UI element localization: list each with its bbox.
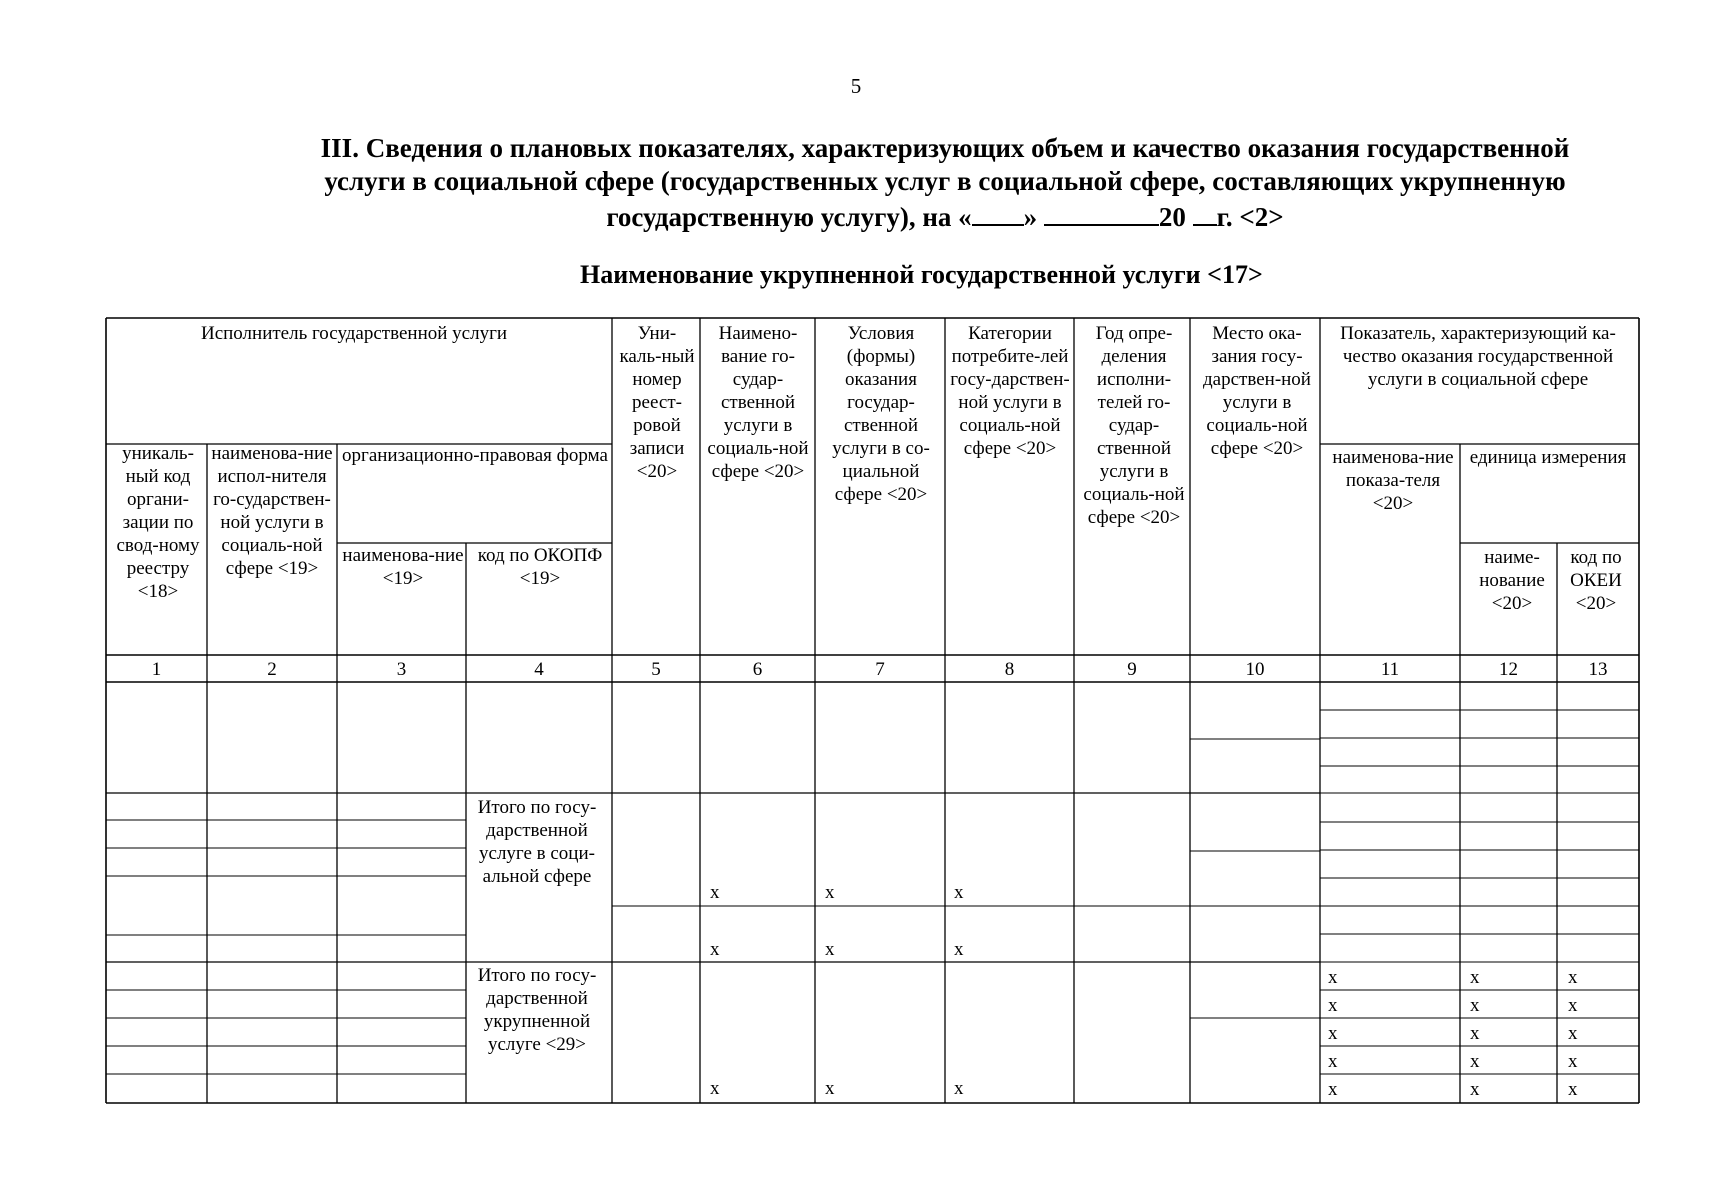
header-unit: единица измерения — [1469, 447, 1627, 468]
not-applicable-mark: x — [1568, 995, 1578, 1016]
title-line-1: III. Сведения о плановых показателях, характеризующих объем и качество оказания государственной — [320, 133, 1570, 163]
not-applicable-mark: x — [1328, 1023, 1338, 1044]
not-applicable-mark: x — [825, 1078, 835, 1099]
title-line-3-end: г. <2> — [1216, 202, 1284, 232]
column-number-6: 6 — [752, 659, 763, 680]
column-number-1: 1 — [151, 659, 162, 680]
not-applicable-mark: x — [710, 882, 720, 903]
not-applicable-mark: x — [954, 939, 964, 960]
not-applicable-mark: x — [1328, 1051, 1338, 1072]
not-applicable-mark: x — [825, 882, 835, 903]
title-year-prefix: 20 — [1158, 202, 1186, 232]
not-applicable-mark: x — [1328, 995, 1338, 1016]
not-applicable-mark: x — [1470, 1051, 1480, 1072]
column-number-7: 7 — [875, 659, 885, 680]
not-applicable-mark: x — [1328, 967, 1338, 988]
not-applicable-mark: x — [710, 939, 720, 960]
column-number-5: 5 — [651, 659, 661, 680]
not-applicable-mark: x — [1470, 1023, 1480, 1044]
header-consumer-categories: Категории потребите-лей госу-дарствен-ной услуги в социаль-ной сфере <20> — [950, 323, 1070, 459]
header-service-name: Наимено-вание го-судар-ственной услуги в социаль-ной сфере <20> — [707, 323, 809, 482]
not-applicable-mark: x — [954, 1078, 964, 1099]
not-applicable-mark: x — [1470, 1079, 1480, 1100]
column-number-2: 2 — [267, 659, 277, 680]
not-applicable-mark: x — [1470, 995, 1480, 1016]
header-legal-form: организационно-правовая форма — [342, 445, 608, 466]
header-executor: Исполнитель государственной услуги — [200, 323, 508, 344]
not-applicable-mark: x — [1328, 1079, 1338, 1100]
header-indicator-name: наименова-ние показа-теля <20> — [1332, 447, 1454, 514]
total-service-label: Итого по госу-дарственной услуге в соци-альной сфере — [477, 797, 597, 887]
header-unique-code: уникаль-ный код органи-зации по свод-ному реестру <18> — [116, 443, 200, 602]
header-legal-form-name: наименова-ние <19> — [342, 545, 464, 589]
header-service-place: Место ока-зания госу-дарствен-ной услуги в социаль-ной сфере <20> — [1203, 323, 1311, 459]
not-applicable-mark: x — [825, 939, 835, 960]
not-applicable-mark: x — [1470, 967, 1480, 988]
header-okopf-code: код по ОКОПФ <19> — [477, 545, 603, 589]
total-consolidated-label: Итого по госу-дарственной укрупненной услуге <29> — [477, 965, 597, 1055]
title-line-2: услуги в социальной сфере (государственных услуг в социальной сфере, составляющих укрупненную — [324, 166, 1566, 196]
header-executor-year: Год опре-деления исполни-телей го-судар-ственной услуги в социаль-ной сфере <20> — [1083, 323, 1185, 528]
header-quality-indicator: Показатель, характеризующий ка-чество оказания государственной услуги в социальной сфере — [1340, 323, 1616, 390]
column-number-11: 11 — [1380, 659, 1400, 680]
page-number: 5 — [850, 74, 862, 98]
column-number-3: 3 — [396, 659, 407, 680]
header-unit-name: наиме-нование <20> — [1479, 547, 1545, 614]
not-applicable-mark: x — [1568, 1023, 1578, 1044]
header-service-conditions: Условия (формы) оказания государ-ственной услуги в со-циальной сфере <20> — [832, 323, 930, 505]
header-executor-name: наименова-ние испол-нителя го-сударствен-ной услуги в социаль-ной сфере <19> — [211, 443, 333, 579]
not-applicable-mark: x — [954, 882, 964, 903]
not-applicable-mark: x — [1568, 1079, 1578, 1100]
not-applicable-mark: x — [1568, 967, 1578, 988]
column-number-13: 13 — [1588, 659, 1608, 680]
not-applicable-mark: x — [710, 1078, 720, 1099]
title-quote-close: » — [1023, 202, 1038, 232]
column-number-12: 12 — [1499, 659, 1518, 680]
column-number-9: 9 — [1127, 659, 1137, 680]
header-okei-code: код по ОКЕИ <20> — [1570, 547, 1622, 614]
header-registry-number: Уни-каль-ный номер реест-ровой записи <20> — [619, 323, 695, 482]
column-number-10: 10 — [1245, 659, 1265, 680]
title-line-3-start: государственную услугу), на « — [606, 202, 972, 232]
service-name-heading: Наименование укрупненной государственной услуги <17> — [580, 260, 1263, 289]
column-number-4: 4 — [534, 659, 544, 680]
column-number-8: 8 — [1004, 659, 1015, 680]
not-applicable-mark: x — [1568, 1051, 1578, 1072]
